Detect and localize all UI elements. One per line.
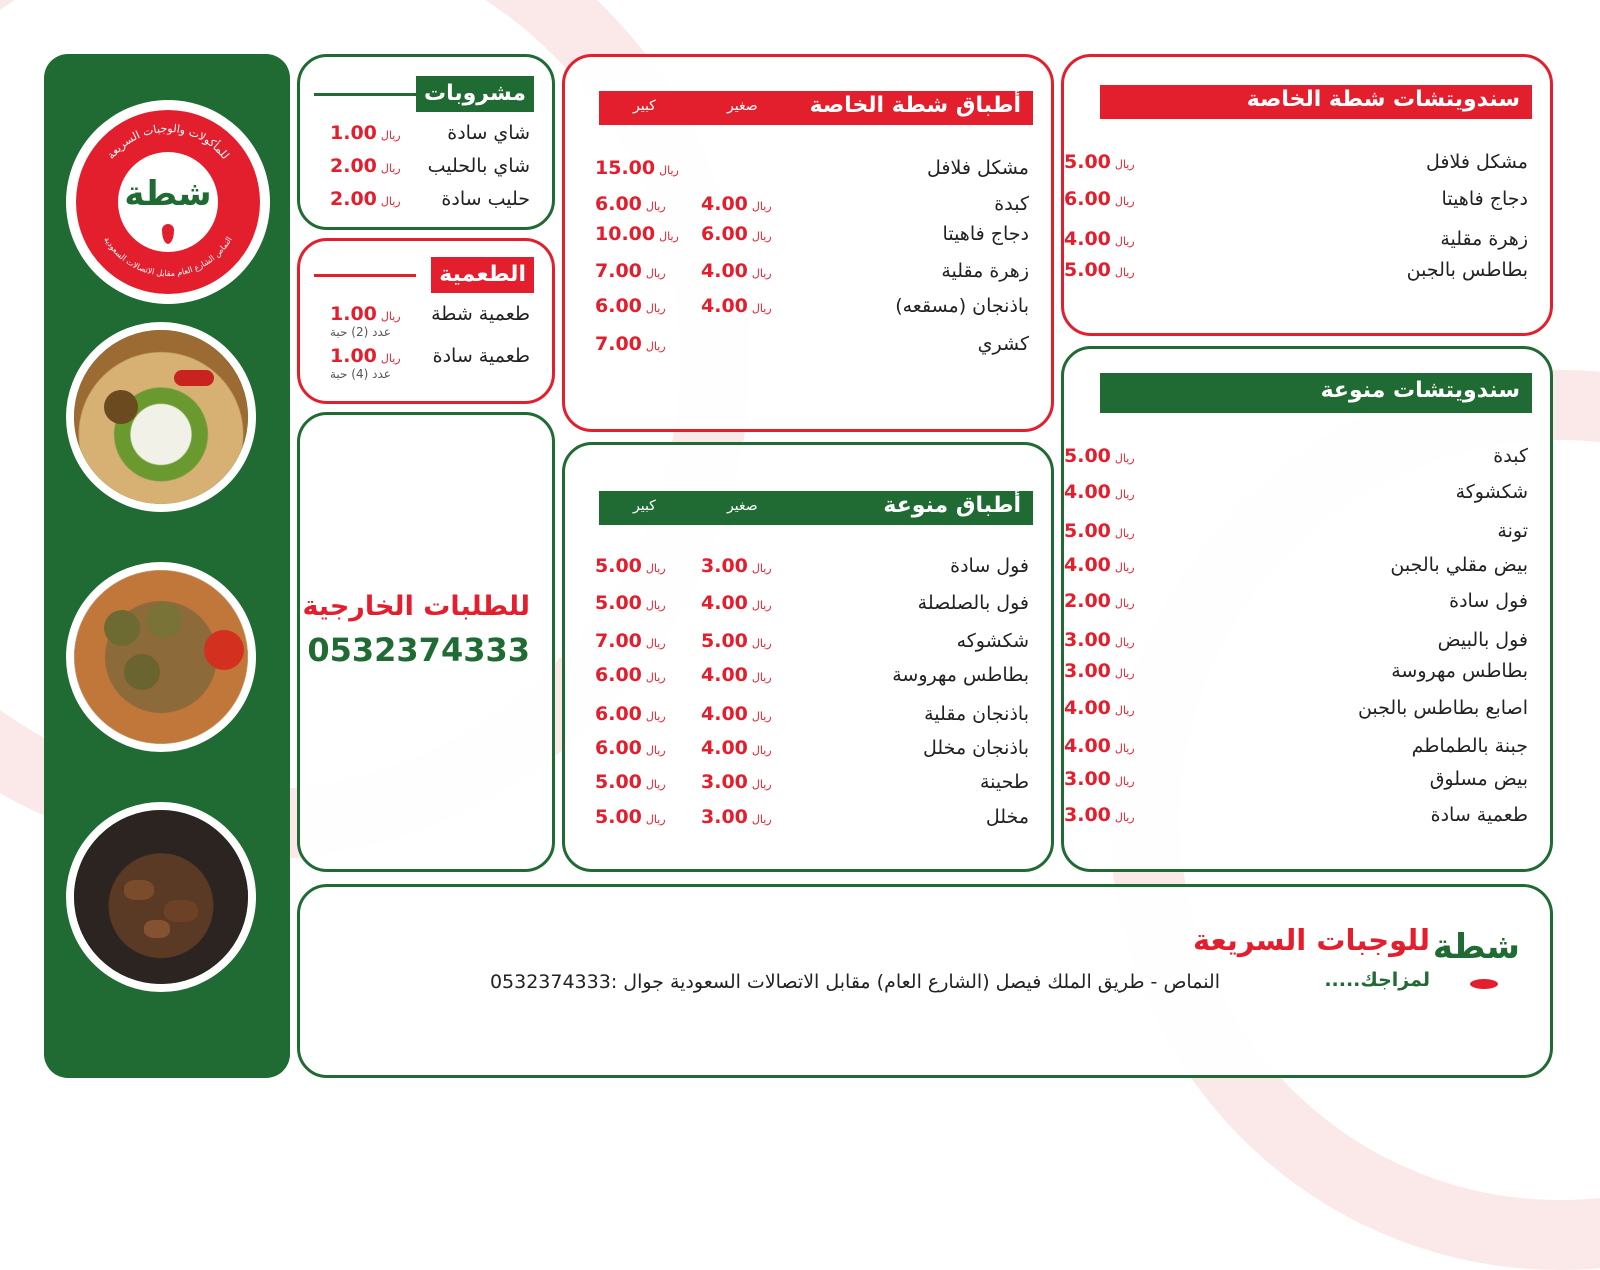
currency-label: ريال bbox=[1114, 488, 1135, 501]
price-value: 4.00 bbox=[1064, 735, 1111, 757]
item-name: باذنجان (مسقعه) bbox=[895, 295, 1029, 317]
currency-label: ريال bbox=[1114, 811, 1135, 824]
price-value: 4.00 bbox=[701, 703, 748, 725]
item-price bbox=[1064, 481, 1135, 503]
menu-item bbox=[565, 223, 1051, 253]
item-name: فول سادة bbox=[950, 555, 1029, 577]
item-name: شكشوكة bbox=[1455, 481, 1528, 503]
liver-pan-photo bbox=[66, 802, 256, 992]
drinks-section bbox=[297, 54, 555, 230]
mixed-plates-header: أطباق منوعة صغير كبير bbox=[599, 491, 1033, 525]
item-price bbox=[1064, 520, 1135, 542]
taamia-section bbox=[297, 238, 555, 404]
currency-label: ريال bbox=[645, 671, 666, 684]
item-name: زهرة مقلية bbox=[1440, 228, 1528, 250]
menu-item bbox=[300, 122, 552, 152]
item-price bbox=[330, 188, 401, 210]
currency-label: ريال bbox=[645, 267, 666, 280]
currency-label: ريال bbox=[751, 562, 772, 575]
small-price bbox=[701, 295, 772, 317]
footer-section bbox=[297, 884, 1553, 1078]
small-price bbox=[701, 555, 772, 577]
item-name: بطاطس بالجبن bbox=[1406, 259, 1528, 281]
currency-label: ريال bbox=[1114, 667, 1135, 680]
price-value: 5.00 bbox=[595, 592, 642, 614]
item-name: شاي سادة bbox=[447, 122, 530, 144]
menu-item bbox=[1064, 697, 1550, 727]
large-price bbox=[595, 806, 666, 828]
price-value: 5.00 bbox=[1064, 151, 1111, 173]
mixed-sandwiches-section bbox=[1061, 346, 1553, 872]
price-value: 7.00 bbox=[595, 260, 642, 282]
brand-badge bbox=[66, 100, 270, 304]
item-name: تونة bbox=[1497, 520, 1528, 542]
mixed-plates-section bbox=[562, 442, 1054, 872]
currency-label: ريال bbox=[1114, 527, 1135, 540]
currency-label: ريال bbox=[645, 302, 666, 315]
price-value: 3.00 bbox=[701, 555, 748, 577]
currency-label: ريال bbox=[751, 778, 772, 791]
badge-logo: شطة bbox=[124, 174, 212, 214]
drinks-header: مشروبات bbox=[416, 76, 534, 112]
item-name: مشكل فلافل bbox=[927, 157, 1029, 179]
currency-label: ريال bbox=[645, 562, 666, 575]
currency-label: ريال bbox=[380, 310, 401, 323]
price-value: 4.00 bbox=[701, 260, 748, 282]
currency-label: ريال bbox=[380, 352, 401, 365]
item-name: مشكل فلافل bbox=[1426, 151, 1528, 173]
orders-section bbox=[297, 412, 555, 872]
price-value: 2.00 bbox=[330, 155, 377, 177]
small-price bbox=[701, 630, 772, 652]
price-value: 6.00 bbox=[595, 664, 642, 686]
small-price bbox=[701, 260, 772, 282]
price-value: 10.00 bbox=[595, 223, 656, 245]
item-price bbox=[1064, 735, 1135, 757]
large-price bbox=[595, 737, 666, 759]
currency-label: ريال bbox=[645, 637, 666, 650]
currency-label: ريال bbox=[751, 302, 772, 315]
item-name: طحينة bbox=[979, 771, 1029, 793]
currency-label: ريال bbox=[1114, 742, 1135, 755]
divider bbox=[314, 274, 416, 277]
price-value: 3.00 bbox=[1064, 804, 1111, 826]
currency-label: ريال bbox=[751, 267, 772, 280]
item-name: فول بالصلصلة bbox=[917, 592, 1029, 614]
menu-item bbox=[1064, 804, 1550, 834]
item-name: بطاطس مهروسة bbox=[1391, 660, 1528, 682]
menu-item bbox=[1064, 660, 1550, 690]
price-value: 4.00 bbox=[1064, 228, 1111, 250]
price-value: 6.00 bbox=[1064, 188, 1111, 210]
currency-label: ريال bbox=[645, 200, 666, 213]
item-price bbox=[1064, 259, 1135, 281]
currency-label: ريال bbox=[751, 230, 772, 243]
item-price bbox=[1064, 554, 1135, 576]
small-price bbox=[701, 223, 772, 245]
large-price bbox=[595, 771, 666, 793]
orders-phone: 0532374333 bbox=[307, 631, 530, 669]
item-price bbox=[1064, 445, 1135, 467]
footer-slogan: للوجبات السريعة bbox=[1193, 923, 1430, 957]
mixed-sandwiches-header: سندويتشات منوعة bbox=[1100, 373, 1532, 413]
price-value: 15.00 bbox=[595, 157, 656, 179]
menu-item bbox=[1064, 629, 1550, 659]
item-price bbox=[1064, 768, 1135, 790]
falafel-plate-photo bbox=[66, 562, 256, 752]
item-name: بيض مسلوق bbox=[1429, 768, 1528, 790]
small-price bbox=[701, 703, 772, 725]
price-value: 7.00 bbox=[595, 333, 642, 355]
orders-label: للطلبات الخارجية bbox=[302, 591, 530, 622]
menu-item bbox=[1064, 735, 1550, 765]
small-price bbox=[701, 771, 772, 793]
item-price bbox=[330, 122, 401, 144]
svg-text:للمأكولات والوجبات السريعة: للمأكولات والوجبات السريعة bbox=[104, 121, 232, 162]
item-name: فول بالبيض bbox=[1437, 629, 1528, 651]
item-name: باذنجان مخلل bbox=[923, 737, 1029, 759]
item-note: عدد (2) حبة bbox=[330, 325, 391, 339]
large-price bbox=[595, 703, 666, 725]
item-price bbox=[1064, 590, 1135, 612]
item-name: فول سادة bbox=[1449, 590, 1528, 612]
price-value: 3.00 bbox=[1064, 768, 1111, 790]
price-value: 6.00 bbox=[595, 703, 642, 725]
item-name: مخلل bbox=[985, 806, 1029, 828]
menu-item bbox=[565, 592, 1051, 622]
menu-item bbox=[565, 555, 1051, 585]
large-price bbox=[595, 664, 666, 686]
menu-item bbox=[1064, 445, 1550, 475]
menu-item bbox=[300, 155, 552, 185]
large-price bbox=[595, 333, 666, 355]
currency-label: ريال bbox=[751, 637, 772, 650]
currency-label: ريال bbox=[751, 744, 772, 757]
menu-item bbox=[565, 737, 1051, 767]
item-price bbox=[1064, 804, 1135, 826]
currency-label: ريال bbox=[751, 671, 772, 684]
chili-icon bbox=[1470, 979, 1498, 989]
currency-label: ريال bbox=[751, 710, 772, 723]
special-sandwiches-header: سندويتشات شطة الخاصة bbox=[1100, 85, 1532, 119]
taamia-header: الطعمية bbox=[431, 257, 534, 293]
price-value: 7.00 bbox=[595, 630, 642, 652]
menu-item bbox=[1064, 768, 1550, 798]
item-note: عدد (4) حبة bbox=[330, 367, 391, 381]
menu-item bbox=[1064, 151, 1550, 181]
special-plates-section bbox=[562, 54, 1054, 432]
item-price bbox=[330, 303, 401, 325]
item-price bbox=[1064, 697, 1135, 719]
special-sandwiches-section bbox=[1061, 54, 1553, 336]
col-large-label: كبير bbox=[633, 98, 656, 114]
large-price bbox=[595, 295, 666, 317]
currency-label: ريال bbox=[645, 778, 666, 791]
price-value: 5.00 bbox=[595, 806, 642, 828]
item-price bbox=[1064, 188, 1135, 210]
item-price bbox=[330, 155, 401, 177]
price-value: 3.00 bbox=[701, 771, 748, 793]
currency-label: ريال bbox=[645, 710, 666, 723]
price-value: 5.00 bbox=[1064, 520, 1111, 542]
menu-item bbox=[300, 188, 552, 218]
special-plates-header: أطباق شطة الخاصة صغير كبير bbox=[599, 91, 1033, 125]
menu-item bbox=[1064, 228, 1550, 258]
item-price bbox=[1064, 629, 1135, 651]
sidebar bbox=[44, 54, 290, 1078]
item-name: بيض مقلي بالجبن bbox=[1390, 554, 1528, 576]
menu-item bbox=[565, 703, 1051, 733]
large-price bbox=[595, 157, 679, 179]
small-price bbox=[701, 737, 772, 759]
falafel-sandwich-photo bbox=[66, 322, 256, 512]
currency-label: ريال bbox=[1114, 597, 1135, 610]
currency-label: ريال bbox=[1114, 775, 1135, 788]
item-name: جبنة بالطماطم bbox=[1411, 735, 1528, 757]
menu-item bbox=[1064, 481, 1550, 511]
currency-label: ريال bbox=[1114, 195, 1135, 208]
price-value: 6.00 bbox=[595, 737, 642, 759]
price-value: 4.00 bbox=[701, 737, 748, 759]
price-value: 4.00 bbox=[1064, 554, 1111, 576]
price-value: 4.00 bbox=[701, 664, 748, 686]
price-value: 1.00 bbox=[330, 122, 377, 144]
footer-logo: شطة bbox=[1446, 927, 1520, 1001]
price-value: 3.00 bbox=[701, 806, 748, 828]
price-value: 6.00 bbox=[595, 193, 642, 215]
item-price bbox=[1064, 660, 1135, 682]
item-price bbox=[330, 345, 401, 367]
price-value: 5.00 bbox=[1064, 445, 1111, 467]
price-value: 5.00 bbox=[701, 630, 748, 652]
price-value: 5.00 bbox=[595, 555, 642, 577]
price-value: 2.00 bbox=[330, 188, 377, 210]
menu-item bbox=[300, 345, 552, 381]
large-price bbox=[595, 630, 666, 652]
currency-label: ريال bbox=[380, 195, 401, 208]
price-value: 5.00 bbox=[1064, 259, 1111, 281]
menu-item bbox=[1064, 590, 1550, 620]
currency-label: ريال bbox=[645, 744, 666, 757]
small-price bbox=[701, 193, 772, 215]
item-name: كبدة bbox=[1493, 445, 1528, 467]
item-price bbox=[1064, 151, 1135, 173]
menu-item bbox=[1064, 259, 1550, 289]
currency-label: ريال bbox=[1114, 561, 1135, 574]
menu-item bbox=[565, 630, 1051, 660]
item-name: طعمية سادة bbox=[432, 345, 530, 367]
col-large-label: كبير bbox=[633, 498, 656, 514]
price-value: 6.00 bbox=[701, 223, 748, 245]
large-price bbox=[595, 223, 679, 245]
price-value: 1.00 bbox=[330, 345, 377, 367]
item-name: شكشوكه bbox=[956, 630, 1029, 652]
currency-label: ريال bbox=[751, 813, 772, 826]
small-price bbox=[701, 806, 772, 828]
small-price bbox=[701, 664, 772, 686]
footer-address: النماص - طريق الملك فيصل (الشارع العام) مقابل الاتصالات السعودية جوال :0532374333 bbox=[489, 971, 1220, 993]
menu-item bbox=[1064, 554, 1550, 584]
menu-item bbox=[565, 295, 1051, 325]
menu-item bbox=[300, 303, 552, 339]
item-name: طعمية سادة bbox=[1430, 804, 1528, 826]
menu-item bbox=[565, 333, 1051, 363]
price-value: 6.00 bbox=[595, 295, 642, 317]
price-value: 4.00 bbox=[701, 592, 748, 614]
col-small-label: صغير bbox=[727, 498, 758, 514]
item-name: حليب سادة bbox=[441, 188, 530, 210]
item-name: شاي بالحليب bbox=[427, 155, 530, 177]
item-name: زهرة مقلية bbox=[941, 260, 1029, 282]
large-price bbox=[595, 555, 666, 577]
item-name: دجاج فاهيتا bbox=[942, 223, 1029, 245]
item-name: بطاطس مهروسة bbox=[892, 664, 1029, 686]
currency-label: ريال bbox=[380, 162, 401, 175]
chili-icon bbox=[162, 224, 174, 244]
menu-item bbox=[565, 806, 1051, 836]
price-value: 4.00 bbox=[1064, 481, 1111, 503]
price-value: 3.00 bbox=[1064, 629, 1111, 651]
item-name: كشري bbox=[977, 333, 1029, 355]
currency-label: ريال bbox=[1114, 636, 1135, 649]
currency-label: ريال bbox=[1114, 452, 1135, 465]
large-price bbox=[595, 260, 666, 282]
item-name: طعمية شطة bbox=[431, 303, 530, 325]
currency-label: ريال bbox=[380, 129, 401, 142]
item-name: دجاج فاهيتا bbox=[1441, 188, 1528, 210]
item-name: اصابع بطاطس بالجبن bbox=[1357, 697, 1528, 719]
menu-item bbox=[565, 771, 1051, 801]
large-price bbox=[595, 592, 666, 614]
currency-label: ريال bbox=[1114, 704, 1135, 717]
item-price bbox=[1064, 228, 1135, 250]
currency-label: ريال bbox=[645, 599, 666, 612]
currency-label: ريال bbox=[1114, 235, 1135, 248]
price-value: 4.00 bbox=[701, 193, 748, 215]
price-value: 2.00 bbox=[1064, 590, 1111, 612]
menu-item bbox=[565, 193, 1051, 223]
price-value: 1.00 bbox=[330, 303, 377, 325]
col-small-label: صغير bbox=[727, 98, 758, 114]
price-value: 5.00 bbox=[595, 771, 642, 793]
divider bbox=[314, 93, 416, 96]
price-value: 4.00 bbox=[1064, 697, 1111, 719]
menu-item bbox=[1064, 188, 1550, 218]
menu-item bbox=[1064, 520, 1550, 550]
currency-label: ريال bbox=[751, 200, 772, 213]
item-name: باذنجان مقلية bbox=[924, 703, 1029, 725]
currency-label: ريال bbox=[659, 164, 679, 177]
menu-item bbox=[565, 664, 1051, 694]
large-price bbox=[595, 193, 666, 215]
item-name: كبدة bbox=[994, 193, 1029, 215]
price-value: 4.00 bbox=[701, 295, 748, 317]
currency-label: ريال bbox=[1114, 158, 1135, 171]
currency-label: ريال bbox=[659, 230, 679, 243]
small-price bbox=[701, 592, 772, 614]
currency-label: ريال bbox=[1114, 266, 1135, 279]
currency-label: ريال bbox=[751, 599, 772, 612]
menu-item bbox=[565, 157, 1051, 187]
price-value: 3.00 bbox=[1064, 660, 1111, 682]
svg-text:النماص الشارع العام مقابل الات: النماص الشارع العام مقابل الاتصالات السعودية bbox=[102, 235, 234, 279]
currency-label: ريال bbox=[645, 340, 666, 353]
menu-item bbox=[565, 260, 1051, 290]
currency-label: ريال bbox=[645, 813, 666, 826]
footer-tagline: لمزاجك..... bbox=[1324, 969, 1430, 991]
